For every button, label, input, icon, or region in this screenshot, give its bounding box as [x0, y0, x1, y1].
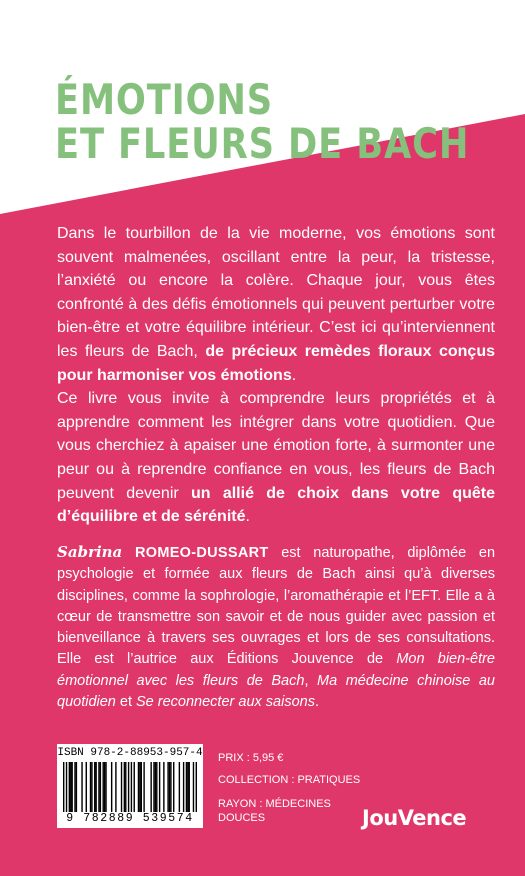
barcode-bar	[163, 762, 164, 812]
barcode-bar	[125, 762, 126, 812]
barcode-bar	[86, 762, 87, 812]
author-surname: ROMEO-DUSSART	[134, 545, 269, 561]
barcode-bar	[167, 762, 168, 812]
rayon-line-2: DOUCES	[218, 812, 266, 824]
barcode-bar	[71, 762, 72, 812]
barcode-bar	[179, 762, 180, 812]
barcode-bar	[128, 762, 129, 812]
barcode-bar	[143, 762, 144, 812]
barcode-bar	[69, 762, 70, 812]
barcode	[57, 744, 203, 828]
description-text: Dans le tourbillon de la vie moderne, vos émotions sont souvent malmenées, oscillant entre la peur, la tristesse, l’anxiété ou encore la colère. Chaque jour, vous êtes confronté à des défis émotionnels qui peuvent perturber votre bien-être et votre équilibre intérieur. C’est ici qu’interviennent les fleurs de Bach,	[57, 225, 495, 360]
barcode-bar	[150, 762, 151, 812]
barcode-bar	[173, 762, 174, 812]
rayon	[218, 797, 331, 825]
barcode-bar	[70, 762, 71, 812]
description-text: .	[245, 508, 250, 526]
barcode-bar	[193, 762, 194, 812]
bio-conjunction: et	[115, 694, 137, 711]
barcode-bar	[100, 762, 101, 812]
barcode-bar	[189, 762, 190, 812]
book-title-1: Mon bien-être émotionnel avec les fleurs de Bach	[57, 651, 495, 689]
barcode-bar	[139, 762, 140, 812]
ean-digits: 9 782889 539574	[66, 812, 194, 825]
author-bio	[57, 542, 495, 713]
title-line-2: ET FLEURS DE BACH	[55, 119, 470, 168]
barcode-bar	[159, 762, 160, 812]
description-paragraph-1	[57, 222, 495, 387]
description-highlight: un allié de choix dans votre quête d’équilibre et de sérénité	[57, 484, 496, 526]
barcode-bar	[134, 762, 135, 812]
bio-end: .	[314, 694, 319, 711]
price: PRIX : 5,95 €	[218, 752, 284, 764]
barcode-bar	[102, 762, 103, 812]
barcode-bar	[138, 762, 139, 812]
bio-separator: ,	[304, 672, 318, 689]
barcode-bar	[121, 762, 122, 812]
barcode-bar	[98, 762, 99, 812]
barcode-bars	[63, 762, 197, 812]
book-description	[57, 222, 495, 529]
barcode-bar	[111, 762, 112, 812]
barcode-bar	[105, 762, 106, 812]
description-highlight: de précieux remèdes floraux conçus pour harmoniser vos émotions	[57, 342, 495, 384]
barcode-bar	[153, 762, 154, 812]
barcode-bar	[196, 762, 197, 812]
publisher-logo: JouVence	[362, 806, 467, 830]
description-text: Ce livre vous invite à comprendre leurs propriétés et à apprendre comment les intégrer dans votre quotidien. Que vous cherchiez à apaiser une émotion forte, à surmonter une peur ou à reprendre confiance en vous, les fleurs de Bach peuvent devenir	[57, 390, 495, 502]
barcode-bar	[66, 762, 67, 812]
barcode-bar	[94, 762, 95, 812]
barcode-bar	[124, 762, 125, 812]
book-title	[55, 75, 525, 168]
barcode-bar	[115, 762, 116, 812]
isbn-label: ISBN 978-2-88953-957-4	[57, 747, 203, 759]
author-first-name: Sabrina	[57, 543, 123, 561]
barcode-bar	[90, 762, 91, 812]
collection: COLLECTION : PRATIQUES	[218, 774, 361, 786]
book-title-3: Se reconnecter aux saisons	[136, 694, 315, 711]
barcode-bar	[155, 762, 156, 812]
bio-text: est naturopathe, diplômée en psychologie et formée aux fleurs de Bach ainsi qu’à diverses disciplines, comme la sophrologie, l’aromathérapie et l’EFT. Elle a à cœur de transmettre son savoir et de nous guider avec passion et bienveillance à travers ses ouvrages et lors de ses consultations. Elle est l’autrice aux Éditions Jouvence de	[57, 545, 496, 668]
description-text: .	[291, 366, 297, 384]
barcode-bar	[74, 762, 75, 812]
barcode-bar	[186, 762, 187, 812]
barcode-bar	[95, 762, 96, 812]
barcode-bar	[183, 762, 184, 812]
rayon-line-1: RAYON : MÉDECINES	[218, 798, 331, 810]
barcode-bar	[169, 762, 170, 812]
barcode-bar	[156, 762, 157, 812]
barcode-bar	[63, 762, 64, 812]
barcode-bar	[187, 762, 188, 812]
description-paragraph-2	[57, 387, 495, 529]
barcode-bar	[76, 762, 77, 812]
barcode-bar	[141, 762, 142, 812]
book-title-2: Ma médecine chinoise au quotidien	[57, 672, 495, 711]
title-line-1: ÉMOTIONS	[55, 75, 274, 124]
barcode-bar	[170, 762, 171, 812]
barcode-bar	[131, 762, 132, 812]
barcode-bar	[91, 762, 92, 812]
barcode-bar	[81, 762, 82, 812]
barcode-bar	[104, 762, 105, 812]
